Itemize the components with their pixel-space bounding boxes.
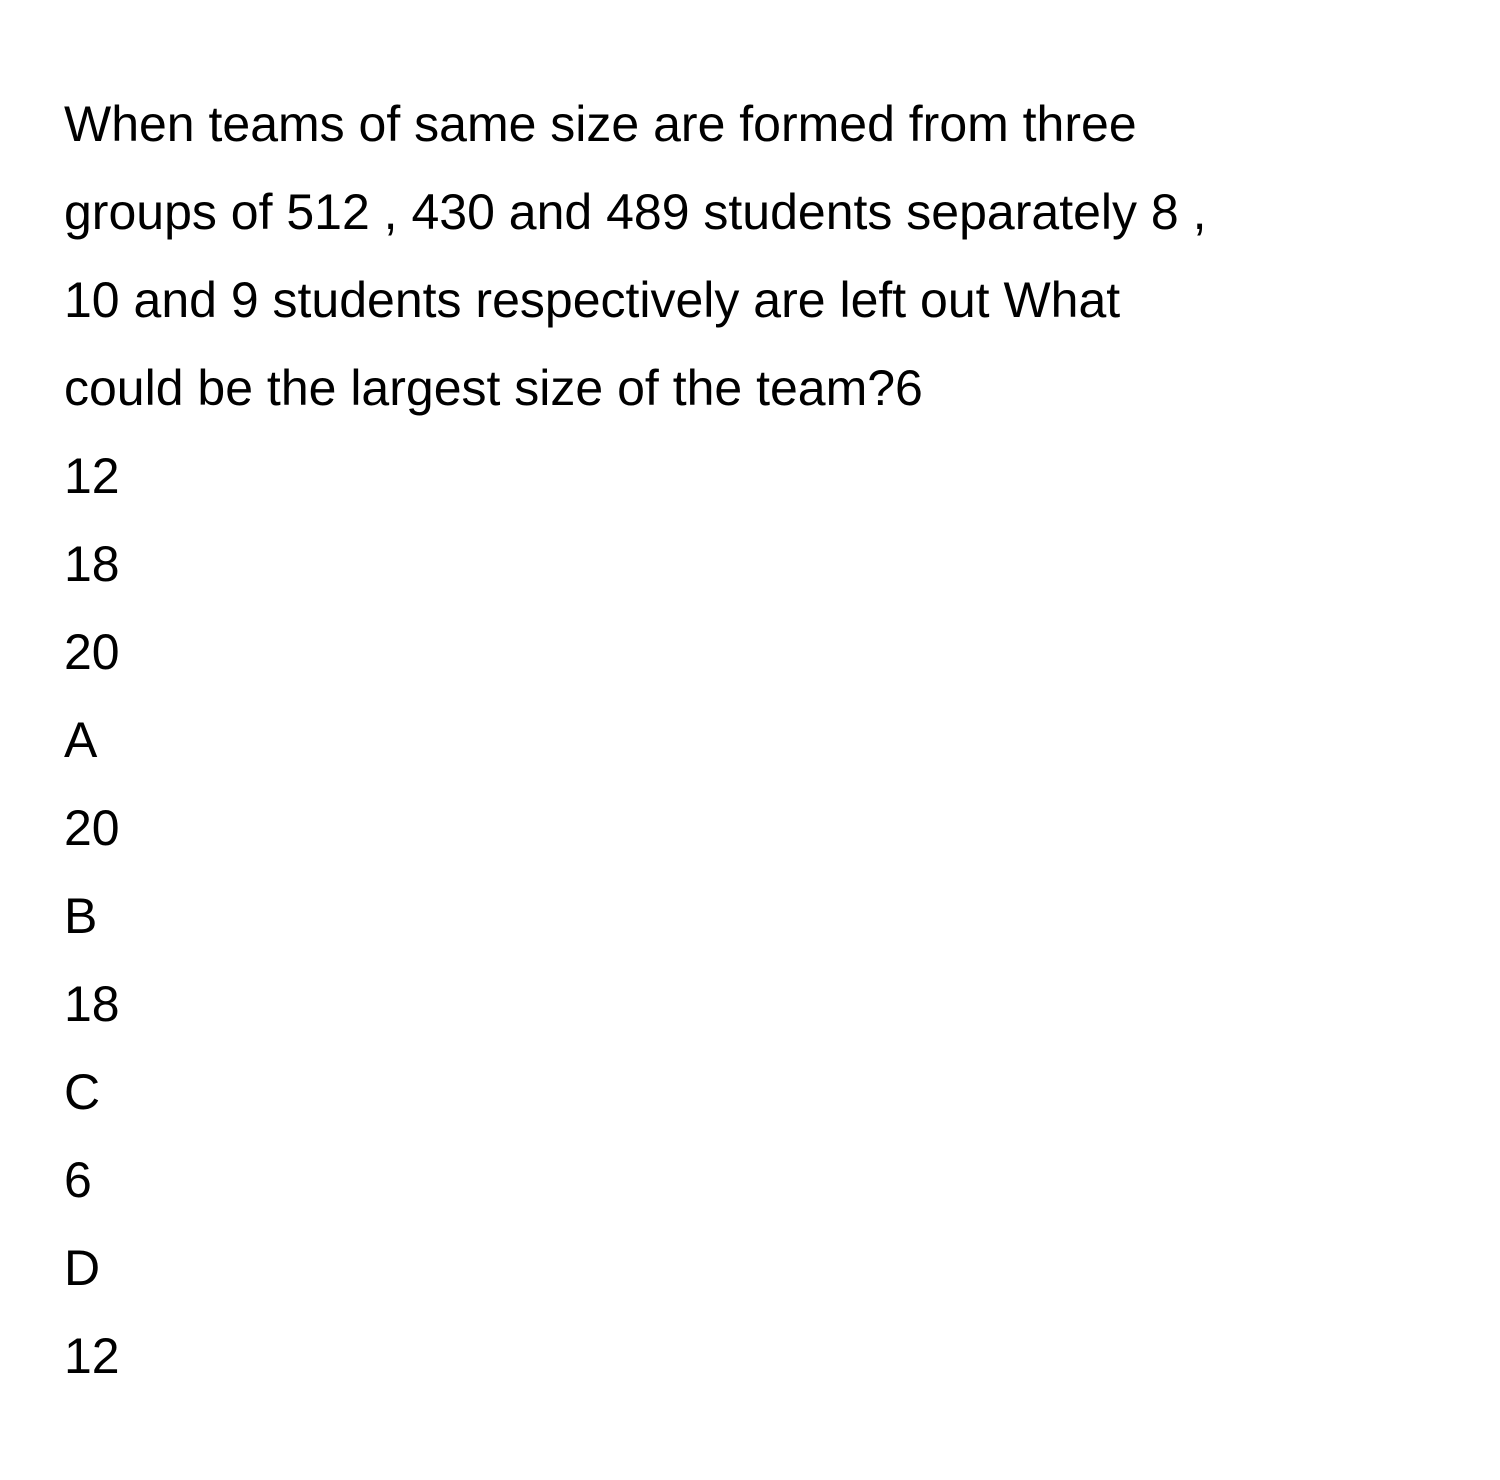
text-line: 20 (64, 624, 120, 680)
question-line: 10 and 9 students respectively are left out What (64, 272, 1121, 328)
option-letter: D (64, 1240, 101, 1296)
question-document (64, 80, 1454, 1400)
option-value: 12 (64, 1328, 120, 1384)
option-value: 20 (64, 800, 120, 856)
option-letter: B (64, 888, 98, 944)
text-line: 18 (64, 536, 120, 592)
option-value: 18 (64, 976, 120, 1032)
option-letter: C (64, 1064, 101, 1120)
option-value: 6 (64, 1152, 92, 1208)
option-letter: A (64, 712, 98, 768)
question-line: When teams of same size are formed from three (64, 96, 1137, 152)
question-line: groups of 512 , 430 and 489 students separately 8 , (64, 184, 1207, 240)
text-line: 12 (64, 448, 120, 504)
question-line: could be the largest size of the team?6 (64, 360, 923, 416)
